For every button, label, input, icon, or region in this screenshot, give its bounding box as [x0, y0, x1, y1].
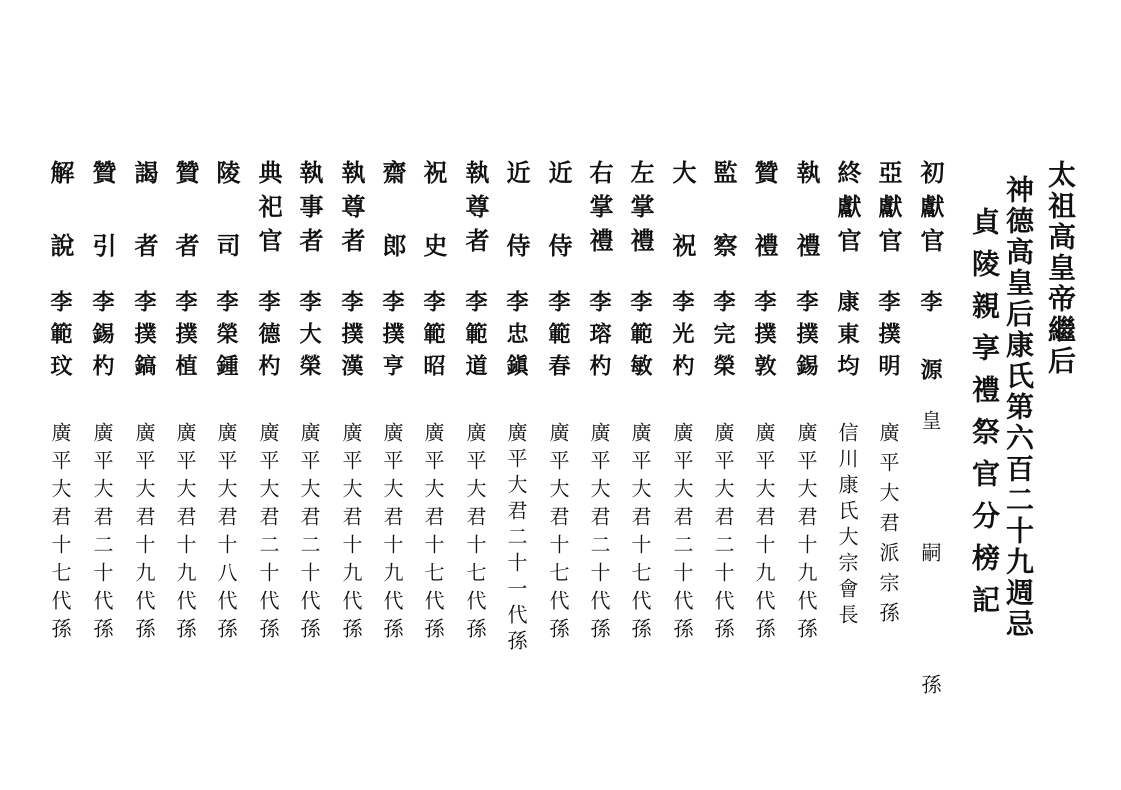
officiant-lineage: 廣平大君十九代孫 [794, 422, 818, 646]
role-label: 執事者 [295, 160, 324, 262]
officiant-column [788, 160, 824, 660]
officiant-column [333, 160, 369, 660]
officiant-lineage: 廣平大君十七代孫 [628, 422, 652, 646]
role-label: 左掌禮 [626, 160, 655, 262]
officiant-lineage: 皇 嗣 孫 [918, 410, 942, 738]
officiant-name: 李錫杓 [89, 290, 115, 386]
officiant-name: 李完榮 [710, 290, 736, 386]
officiant-name: 李撲植 [172, 290, 198, 386]
officiant-column [291, 160, 327, 660]
officiant-lineage: 廣平大君二十代孫 [670, 422, 694, 646]
document-title-line-2: 神德高皇后康氏第六百二十九週忌 [1002, 175, 1035, 640]
officiant-lineage: 廣平大君派宗孫 [876, 422, 900, 632]
officiant-name: 李光杓 [669, 290, 695, 386]
officiant-column [581, 160, 617, 660]
officiant-lineage: 廣平大君十九代孫 [132, 422, 156, 646]
officiant-name: 李撲鎬 [131, 290, 157, 386]
officiant-name: 康東均 [834, 290, 860, 386]
officiant-column [167, 160, 203, 660]
officiant-column [746, 160, 782, 660]
officiant-column [829, 160, 865, 660]
officiant-name: 李大榮 [296, 290, 322, 386]
role-label: 解 說 [46, 160, 75, 267]
officiant-column [374, 160, 410, 660]
role-label: 陵 司 [212, 160, 241, 267]
officiant-column [42, 160, 78, 660]
officiant-column [126, 160, 162, 660]
officiant-name: 李 源 [917, 290, 943, 390]
role-label: 齋 郎 [378, 160, 407, 267]
officiant-column [250, 160, 286, 660]
officiant-name: 李忠鎭 [503, 290, 529, 386]
officiant-lineage: 廣平大君十七代孫 [48, 422, 72, 646]
role-label: 執尊者 [461, 160, 490, 262]
officiant-column [622, 160, 658, 660]
officiant-lineage: 廣平大君二十代孫 [256, 422, 280, 646]
officiant-name: 李範春 [545, 290, 571, 386]
role-label: 執尊者 [337, 160, 366, 262]
officiant-lineage: 廣平大君二十代孫 [90, 422, 114, 646]
officiant-column [705, 160, 741, 660]
role-label: 大 祝 [668, 160, 697, 267]
officiant-lineage: 廣平大君十九代孫 [173, 422, 197, 646]
role-label: 贊 禮 [750, 160, 779, 267]
officiant-column [664, 160, 700, 660]
officiant-column [912, 160, 948, 738]
officiant-column [84, 160, 120, 660]
role-label: 監 察 [709, 160, 738, 267]
role-label: 終獻官 [833, 160, 862, 262]
officiant-name: 李瑢杓 [586, 290, 612, 386]
document-title-line-3: 貞陵親享禮祭官分榜記 [968, 207, 1001, 627]
officiant-name: 李撲漢 [338, 290, 364, 386]
officiant-column [208, 160, 244, 660]
officiant-name: 李範昭 [420, 290, 446, 386]
role-label: 右掌禮 [585, 160, 614, 262]
officiant-lineage: 廣平大君二十代孫 [297, 422, 321, 646]
officiant-name: 李撲明 [875, 290, 901, 386]
officiant-name: 李撲錫 [793, 290, 819, 386]
officiant-lineage: 廣平大君十七代孫 [546, 422, 570, 646]
officiant-name: 李榮鍾 [213, 290, 239, 386]
role-label: 亞獻官 [874, 160, 903, 262]
officiant-lineage: 信川康氏大宗會長 [835, 422, 859, 630]
officiant-lineage: 廣平大君十七代孫 [463, 422, 487, 646]
officiant-name: 李範道 [462, 290, 488, 386]
officiant-lineage: 廣平大君十八代孫 [214, 422, 238, 646]
officiant-lineage: 廣平大君二十一代孫 [504, 422, 528, 656]
officiant-name: 李撲敦 [751, 290, 777, 386]
officiant-column [457, 160, 493, 660]
officiant-lineage: 廣平大君十九代孫 [752, 422, 776, 646]
officiant-column [415, 160, 451, 660]
role-label: 典祀官 [254, 160, 283, 262]
officiant-lineage: 廣平大君十九代孫 [339, 422, 363, 646]
officiant-column [540, 160, 576, 660]
document-title-line-1: 太祖高皇帝繼后 [1044, 160, 1077, 377]
officiant-lineage: 廣平大君十七代孫 [421, 422, 445, 646]
officiant-name: 李範玟 [47, 290, 73, 386]
role-label: 近 侍 [544, 160, 573, 267]
officiant-name: 李範敏 [627, 290, 653, 386]
role-label: 贊 引 [88, 160, 117, 267]
officiant-lineage: 廣平大君十九代孫 [380, 422, 404, 646]
officiant-name: 李德杓 [255, 290, 281, 386]
officiant-lineage: 廣平大君二十代孫 [587, 422, 611, 646]
role-label: 執 禮 [792, 160, 821, 267]
role-label: 贊 者 [171, 160, 200, 267]
role-label: 祝 史 [419, 160, 448, 267]
role-label: 謁 者 [130, 160, 159, 267]
officiant-name: 李撲亨 [379, 290, 405, 386]
role-label: 近 侍 [502, 160, 531, 267]
officiant-column [870, 160, 906, 660]
officiant-column [498, 160, 534, 660]
officiant-lineage: 廣平大君二十代孫 [711, 422, 735, 646]
role-label: 初獻官 [916, 160, 945, 262]
